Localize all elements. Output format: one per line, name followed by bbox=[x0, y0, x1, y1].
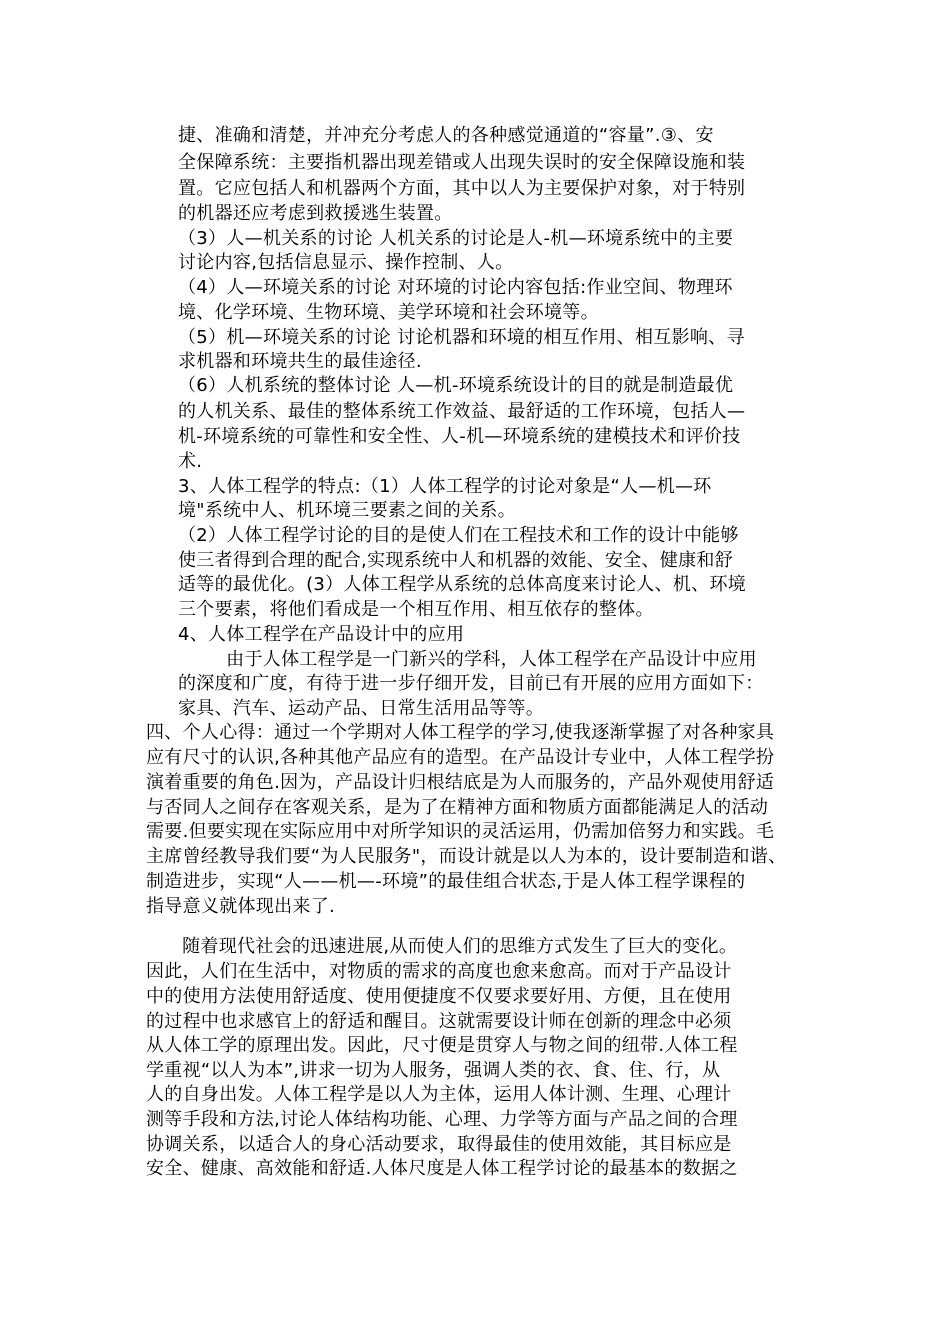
text-line: 随着现代社会的迅速进展,从而使人们的思维方式发生了巨大的变化。 bbox=[146, 936, 738, 957]
text-line: 应有尺寸的认识,各种其他产品应有的造型。在产品设计专业中，人体工程学扮 bbox=[146, 747, 775, 768]
text-line: 学重视“以人为本”,讲求一切为人服务，强调人类的衣、食、住、行，从 bbox=[146, 1060, 721, 1081]
text-line: （4）人—环境关系的讨论 对环境的讨论内容包括:作业空间、物理环 bbox=[178, 277, 733, 298]
text-line: 机-环境系统的可靠性和安全性、人-机—环境系统的建模技术和评价技 bbox=[178, 426, 741, 447]
text-line: 使三者得到合理的配合,实现系统中人和机器的效能、安全、健康和舒 bbox=[178, 550, 734, 571]
text-line: 测等手段和方法,讨论人体结构功能、心理、力学等方面与产品之间的合理 bbox=[146, 1109, 738, 1130]
text-line: 因此，人们在生活中，对物质的需求的高度也愈来愈高。而对于产品设计 bbox=[146, 961, 732, 982]
text-line: 的人机关系、最佳的整体系统工作效益、最舒适的工作环境，包括人— bbox=[178, 401, 746, 422]
text-line: 安全、健康、高效能和舒适.人体尺度是人体工程学讨论的最基本的数据之 bbox=[146, 1158, 738, 1179]
text-line: 求机器和环境共生的最佳途径. bbox=[178, 351, 422, 372]
text-line: 讨论内容,包括信息显示、操作控制、人。 bbox=[178, 252, 514, 273]
text-line: 协调关系，以适合人的身心活动要求，取得最佳的使用效能，其目标应是 bbox=[146, 1134, 732, 1155]
text-line: 中的使用方法使用舒适度、使用便捷度不仅要求要好用、方便，且在使用 bbox=[146, 986, 732, 1007]
text-line: 由于人体工程学是一门新兴的学科，人体工程学在产品设计中应用 bbox=[178, 649, 757, 670]
text-line: 术. bbox=[178, 451, 203, 472]
text-line: 境"系统中人、机环境三要素之间的关系。 bbox=[178, 500, 516, 521]
text-line: 指导意义就体现出来了. bbox=[146, 896, 336, 917]
text-line: （3）人—机关系的讨论 人机关系的讨论是人-机—环境系统中的主要 bbox=[178, 228, 734, 249]
text-line: 三个要素，将他们看成是一个相互作用、相互依存的整体。 bbox=[178, 599, 654, 620]
text-line: 演着重要的角色.因为，产品设计归根结底是为人而服务的，产品外观使用舒适 bbox=[146, 772, 775, 793]
text-line: 从人体工学的原理出发。因此，尺寸便是贯穿人与物之间的纽带.人体工程 bbox=[146, 1035, 738, 1056]
text-line: 的深度和广度，有待于进一步仔细开发，目前已有开展的应用方面如下： bbox=[178, 673, 764, 694]
text-line: （5）机—环境关系的讨论 讨论机器和环境的相互作用、相互影响、寻 bbox=[178, 327, 745, 348]
text-line: （2）人体工程学讨论的目的是使人们在工程技术和工作的设计中能够 bbox=[178, 525, 739, 546]
text-line: 全保障系统：主要指机器出现差错或人出现失误时的安全保障设施和装 bbox=[178, 152, 746, 173]
text-line: 境、化学环境、生物环境、美学环境和社会环境等。 bbox=[178, 302, 599, 323]
text-line: 制造进步，实现“人——机—-环境”的最佳组合状态,于是人体工程学课程的 bbox=[146, 871, 746, 892]
text-line: 捷、准确和清楚，并冲充分考虑人的各种感觉通道的“容量”.③、安 bbox=[178, 125, 714, 146]
text-line: 与否同人之间存在客观关系，是为了在精神方面和物质方面都能满足人的活动 bbox=[146, 797, 769, 818]
text-line: 3、人体工程学的特点:（1）人体工程学的讨论对象是“人—机—环 bbox=[178, 476, 712, 497]
text-line: 的机器还应考虑到救援逃生装置。 bbox=[178, 203, 453, 224]
text-line: （6）人机系统的整体讨论 人—机-环境系统设计的目的就是制造最优 bbox=[178, 375, 734, 396]
text-line: 4、人体工程学在产品设计中的应用 bbox=[178, 624, 465, 645]
text-line: 家具、汽车、运动产品、日常生活用品等等。 bbox=[178, 698, 544, 719]
text-line: 需要.但要实现在实际应用中对所学知识的灵活运用，仍需加倍努力和实践。毛 bbox=[146, 821, 775, 842]
text-line: 人的自身出发。人体工程学是以人为主体，运用人体计测、生理、心理计 bbox=[146, 1084, 732, 1105]
text-line: 的过程中也求感官上的舒适和醒目。这就需要设计师在创新的理念中必须 bbox=[146, 1011, 732, 1032]
text-line: 四、个人心得：通过一个学期对人体工程学的学习,使我逐渐掌握了对各种家具 bbox=[146, 722, 775, 743]
text-line: 置。它应包括人和机器两个方面，其中以人为主要保护对象，对于特别 bbox=[178, 178, 746, 199]
text-line: 主席曾经教导我们要“为人民服务"，而设计就是以人为本的，设计要制造和谐、 bbox=[146, 846, 787, 867]
text-line: 适等的最优化。(3）人体工程学从系统的总体高度来讨论人、机、环境 bbox=[178, 574, 747, 595]
